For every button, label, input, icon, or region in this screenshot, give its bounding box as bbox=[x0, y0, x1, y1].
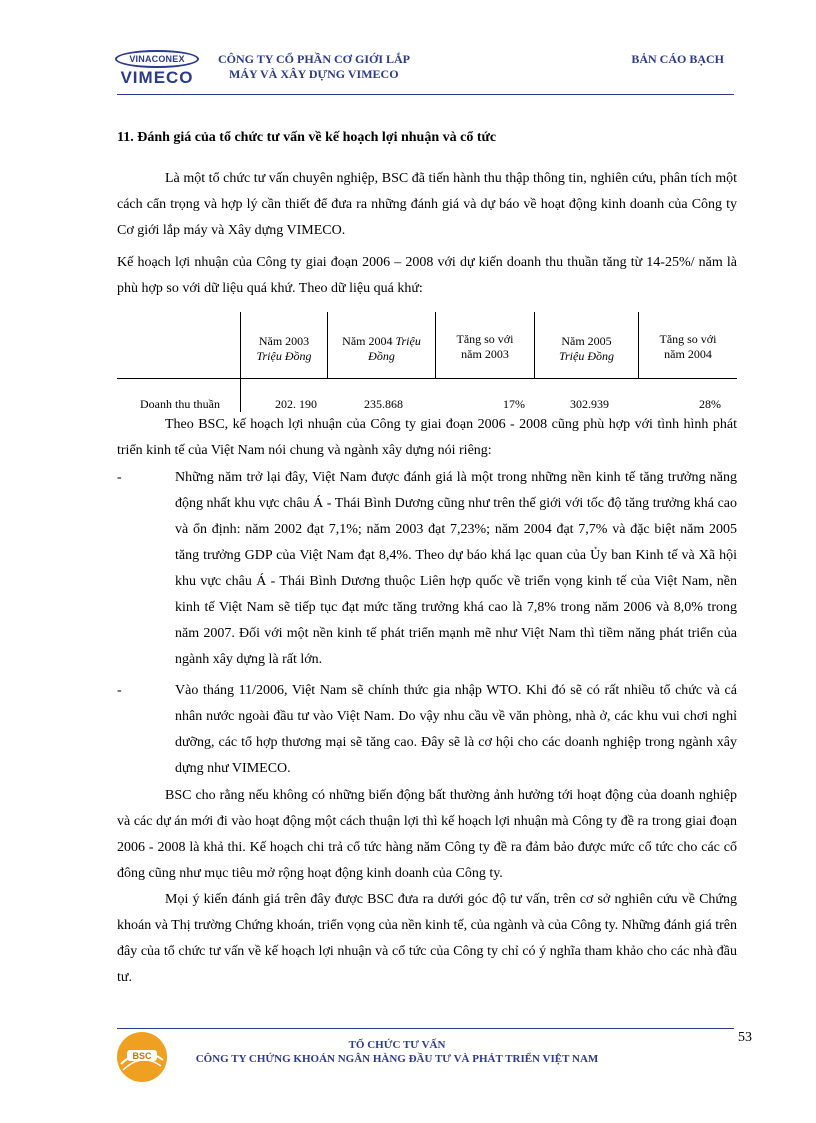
header-2005-unit bbox=[535, 349, 638, 364]
header-2004-year bbox=[328, 334, 435, 349]
header-2004 bbox=[328, 312, 435, 378]
header-2004-year-text: Năm 2004 bbox=[342, 334, 393, 348]
section-title: 11. Đánh giá của tổ chức tư vấn về kế hoạch lợi nhuận và cổ tức bbox=[117, 130, 497, 145]
bullet-dash: - bbox=[117, 470, 122, 485]
company-name-line1: CÔNG TY CỔ PHẦN CƠ GIỚI LẮP bbox=[218, 52, 411, 66]
header-2005-year: Năm 2005 bbox=[561, 334, 612, 348]
footer-line1: TỔ CHỨC TƯ VẤN bbox=[348, 1039, 446, 1051]
header-growth-2004-line2: năm 2003 bbox=[461, 347, 509, 361]
header-2003 bbox=[241, 312, 327, 378]
paragraph-bsc-view: Theo BSC, kế hoạch lợi nhuận của Công ty giai đoạn 2006 - 2008 cũng phù hợp với tình hình phát triển kinh tế của Việt Nam nói chung và ngành xây dựng nói riêng: bbox=[117, 417, 737, 458]
bullet-dash: - bbox=[117, 683, 122, 698]
paragraph-disclaimer: Mọi ý kiến đánh giá trên đây được BSC đưa ra dưới góc độ tư vấn, trên cơ sở nghiên cứu về Chứng khoán và Thị trường Chứng khoán, triển vọng của nền kinh tế, của ngành và của Công ty. Những đánh giá trên đây của tổ chức tư vấn về kế hoạch lợi nhuận và cổ tức của Công ty chỉ có ý nghĩa tham khảo cho các nhà đầu tư. bbox=[117, 892, 737, 985]
company-name bbox=[218, 52, 410, 82]
table-vline bbox=[240, 378, 241, 412]
header-2004-unit bbox=[328, 349, 435, 364]
cell-growth-2004: 17% bbox=[503, 397, 525, 411]
bsc-logo-text: BSC bbox=[132, 1051, 152, 1061]
cell-growth-2005: 28% bbox=[699, 397, 721, 411]
cell-2003: 202. 190 bbox=[275, 397, 317, 411]
header-2005 bbox=[535, 312, 638, 378]
vinaconex-vimeco-logo bbox=[115, 50, 199, 88]
header-divider bbox=[117, 94, 734, 95]
company-name-line2: MÁY VÀ XÂY DỰNG VIMECO bbox=[229, 67, 399, 81]
paragraph-plan: Kế hoạch lợi nhuận của Công ty giai đoạn 2006 – 2008 với dự kiến doanh thu thuần tăng từ 14-25%/ năm là phù hợp so với dữ liệu quá khứ. Theo dữ liệu quá khứ: bbox=[117, 255, 737, 296]
header-2005-unit-text: Triệu Đồng bbox=[558, 349, 614, 363]
document-type: BẢN CÁO BẠCH bbox=[631, 52, 724, 66]
footer-divider bbox=[117, 1028, 734, 1029]
logo-vimeco-text: VIMECO bbox=[120, 68, 194, 87]
paragraph-feasibility: BSC cho rằng nếu không có những biến động bất thường ảnh hưởng tới hoạt động của doanh nghiệp và các dự án mới đi vào hoạt động một cách thuận lợi thì kế hoạch lợi nhuận mà Công ty đề ra trong giai đoạn 2006 - 2008 là khả thi. Kế hoạch chi trả cổ tức hàng năm Công ty đề ra đảm bảo được mức cổ tức cho các cổ đông cũng như mục tiêu mở rộng hoạt động kinh doanh của Công ty. bbox=[117, 788, 737, 881]
header-2003-unit bbox=[241, 349, 327, 364]
cell-2004: 235.868 bbox=[364, 397, 403, 411]
header-2003-year: Năm 2003 bbox=[258, 334, 310, 348]
bullet-wto: Vào tháng 11/2006, Việt Nam sẽ chính thức gia nhập WTO. Khi đó sẽ có rất nhiều tổ chức và cá nhân nước ngoài đầu tư vào Việt Nam. Do vậy nhu cầu về văn phòng, nhà ở, các khu vui chơi nghỉ dưỡng, các tổ hợp thương mại sẽ tăng cao. Đây sẽ là cơ hội cho các doanh nghiệp trong ngành xây dựng như VIMECO. bbox=[175, 683, 737, 776]
bullet-economy: Những năm trở lại đây, Việt Nam được đánh giá là một trong những nền kinh tế tăng trưởng năng động nhất khu vực châu Á - Thái Bình Dương cũng như trên thế giới với tốc độ tăng trưởng khá cao và ổn định: năm 2002 đạt 7,1%; năm 2003 đạt 7,23%; năm 2004 đạt 7,7% và đặc biệt năm 2005 tăng trưởng GDP của Việt Nam đạt 8,4%. Theo dự báo khá lạc quan của Ủy ban Kinh tế và Xã hội khu vực châu Á - Thái Bình Dương thuộc Liên hợp quốc về triển vọng kinh tế của Việt Nam, nền kinh tế Việt Nam sẽ tiếp tục đạt mức tăng trưởng khá cao là 7,8% trong năm 2006 và 8,0% trong năm 2007. Đối với một nền kinh tế phát triển mạnh mẽ như Việt Nam thì tiềm năng phát triển của ngành xây dựng là rất lớn. bbox=[175, 470, 737, 667]
footer-organization bbox=[117, 1038, 677, 1066]
header-2004-unit-part1: Triệu bbox=[395, 334, 421, 348]
header-growth-2004-line1: Tăng so với bbox=[456, 332, 514, 346]
paragraph-intro: Là một tổ chức tư vấn chuyên nghiệp, BSC đã tiến hành thu thập thông tin, nghiên cứu, phân tích một cách cẩn trọng và hợp lý cần thiết để đưa ra những đánh giá và dự báo về hoạt động kinh doanh của Công ty Cơ giới lắp máy và Xây dựng VIMECO. bbox=[117, 171, 737, 238]
header-growth-2004 bbox=[436, 312, 534, 378]
header-2004-unit-part2: Đồng bbox=[368, 349, 395, 363]
header-growth-2005 bbox=[639, 312, 737, 378]
row-label: Doanh thu thuần bbox=[140, 397, 220, 411]
footer-line2: CÔNG TY CHỨNG KHOÁN NGÂN HÀNG ĐẦU TƯ VÀ PHÁT TRIỂN VIỆT NAM bbox=[195, 1053, 599, 1065]
logo-vinaconex-text: VINACONEX bbox=[115, 50, 199, 68]
header-growth-2005-line1: Tăng so với bbox=[659, 332, 717, 346]
page-number: 53 bbox=[738, 1030, 752, 1045]
header-2003-unit-text: Triệu Đồng bbox=[256, 349, 312, 363]
header-growth-2005-line2: năm 2004 bbox=[664, 347, 712, 361]
cell-2005: 302.939 bbox=[570, 397, 609, 411]
table-header-divider bbox=[117, 378, 737, 379]
